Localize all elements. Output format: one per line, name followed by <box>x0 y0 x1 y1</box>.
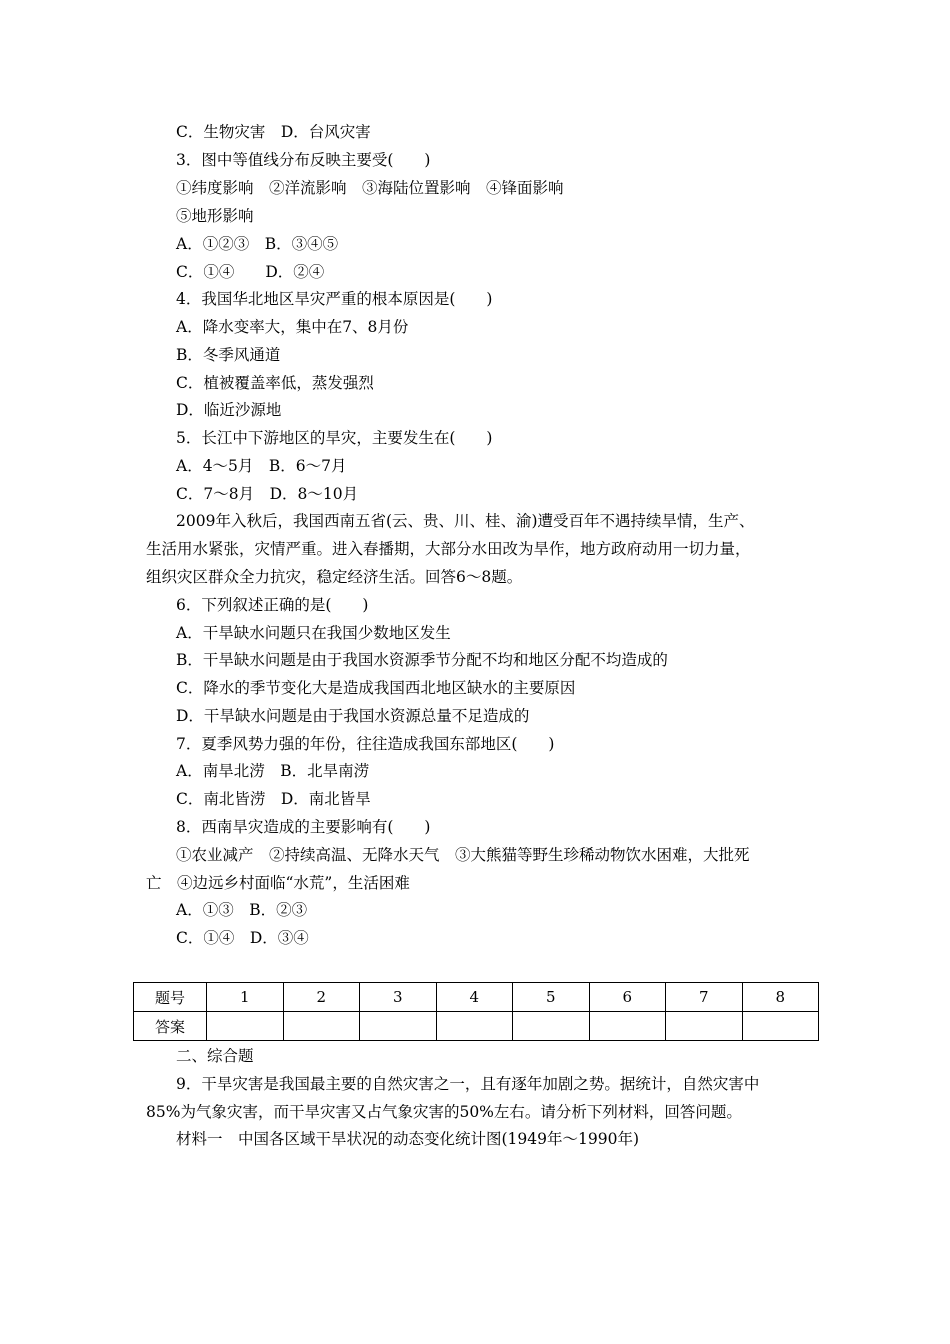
table-header-number: 题号 <box>134 983 207 1012</box>
passage-line1: 2009年入秋后，我国西南五省(云、贵、川、桂、渝)遭受百年不遇持续旱情，生产、 <box>176 512 755 530</box>
section-2-heading: 二、综合题 <box>176 1047 254 1065</box>
q7-options-cd: C．南北皆涝 D．南北皆旱 <box>176 790 371 808</box>
answer-table <box>133 982 819 1041</box>
table-number-cell: 5 <box>513 983 590 1012</box>
question-7: 7．夏季风势力强的年份，往往造成我国东部地区( ) <box>176 735 555 753</box>
q7-options-ab: A．南旱北涝 B．北旱南涝 <box>176 762 370 780</box>
answer-cell[interactable] <box>207 1012 284 1041</box>
answer-table-number-row <box>134 983 819 1012</box>
question-9-line2: 85%为气象灾害，而干旱灾害又占气象灾害的50%左右。请分析下列材料，回答问题。 <box>146 1103 742 1121</box>
table-number-cell: 7 <box>666 983 743 1012</box>
answer-table-answer-row <box>134 1012 819 1041</box>
table-number-cell: 8 <box>742 983 819 1012</box>
q6-option-b: B．干旱缺水问题是由于我国水资源季节分配不均和地区分配不均造成的 <box>176 651 668 669</box>
table-number-cell: 1 <box>207 983 284 1012</box>
q2-options-cd: C．生物灾害 D．台风灾害 <box>176 123 371 141</box>
question-8: 8．西南旱灾造成的主要影响有( ) <box>176 818 431 836</box>
q8-options-ab: A．①③ B．②③ <box>176 901 308 919</box>
q3-items-line2: ⑤地形影响 <box>176 207 254 225</box>
answer-cell[interactable] <box>513 1012 590 1041</box>
q4-option-d: D．临近沙源地 <box>176 401 282 419</box>
material-1-caption: 材料一 中国各区域干旱状况的动态变化统计图(1949年～1990年) <box>176 1130 639 1148</box>
answer-cell[interactable] <box>436 1012 513 1041</box>
q6-option-a: A．干旱缺水问题只在我国少数地区发生 <box>176 624 451 642</box>
table-header-answer: 答案 <box>134 1012 207 1041</box>
question-5: 5．长江中下游地区的旱灾，主要发生在( ) <box>176 429 493 447</box>
q6-option-d: D．干旱缺水问题是由于我国水资源总量不足造成的 <box>176 707 530 725</box>
q3-options-ab: A．①②③ B．③④⑤ <box>176 235 339 253</box>
q3-items-line1: ①纬度影响 ②洋流影响 ③海陆位置影响 ④锋面影响 <box>176 179 564 197</box>
q4-option-b: B．冬季风通道 <box>176 346 281 364</box>
q4-option-a: A．降水变率大，集中在7、8月份 <box>176 318 409 336</box>
passage-line3: 组织灾区群众全力抗灾，稳定经济生活。回答6～8题。 <box>146 568 523 586</box>
question-3: 3．图中等值线分布反映主要受( ) <box>176 151 431 169</box>
passage-line2: 生活用水紧张，灾情严重。进入春播期，大部分水田改为旱作，地方政府动用一切力量， <box>146 540 751 558</box>
q8-options-cd: C．①④ D．③④ <box>176 929 309 947</box>
q6-option-c: C．降水的季节变化大是造成我国西北地区缺水的主要原因 <box>176 679 576 697</box>
answer-cell[interactable] <box>666 1012 743 1041</box>
table-number-cell: 6 <box>589 983 666 1012</box>
answer-cell[interactable] <box>283 1012 360 1041</box>
table-number-cell: 3 <box>360 983 437 1012</box>
q8-items-line2: 亡 ④边远乡村面临“水荒”，生活困难 <box>146 874 410 892</box>
q4-option-c: C．植被覆盖率低，蒸发强烈 <box>176 374 374 392</box>
q5-options-ab: A．4～5月 B．6～7月 <box>176 457 347 475</box>
answer-cell[interactable] <box>360 1012 437 1041</box>
question-9-line1: 9．干旱灾害是我国最主要的自然灾害之一，且有逐年加剧之势。据统计，自然灾害中 <box>176 1075 760 1093</box>
answer-cell[interactable] <box>589 1012 666 1041</box>
q5-options-cd: C．7～8月 D．8～10月 <box>176 485 359 503</box>
q8-items-line1: ①农业减产 ②持续高温、无降水天气 ③大熊猫等野生珍稀动物饮水困难，大批死 <box>176 846 750 864</box>
table-number-cell: 4 <box>436 983 513 1012</box>
question-6: 6．下列叙述正确的是( ) <box>176 596 369 614</box>
question-4: 4．我国华北地区旱灾严重的根本原因是( ) <box>176 290 493 308</box>
q3-options-cd: C．①④ D．②④ <box>176 263 325 281</box>
table-number-cell: 2 <box>283 983 360 1012</box>
answer-cell[interactable] <box>742 1012 819 1041</box>
